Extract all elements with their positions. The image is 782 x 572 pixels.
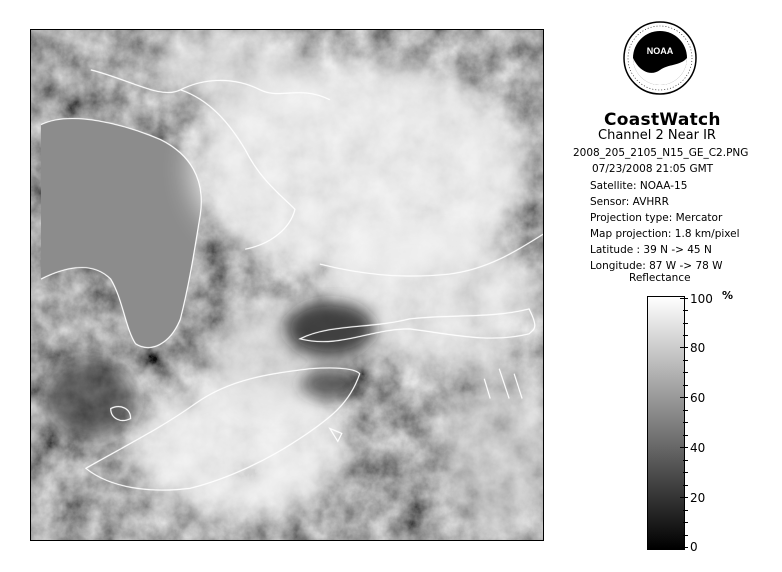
satellite-image-svg: [31, 30, 543, 540]
minor-tick: [683, 535, 688, 536]
colorbar-tick-label: 100: [690, 292, 713, 306]
minor-tick: [683, 372, 688, 373]
satellite-image: [30, 29, 544, 541]
colorbar-tick-label: 40: [690, 441, 706, 455]
minor-tick: [683, 410, 688, 411]
minor-tick: [683, 472, 688, 473]
major-tick: [680, 347, 688, 348]
latitude-range: Latitude : 39 N -> 45 N: [590, 244, 712, 256]
channel-subtitle: Channel 2 Near IR: [598, 128, 716, 143]
colorbar-tick-label: 0: [690, 540, 698, 554]
minor-tick: [683, 323, 688, 324]
date-time: 07/23/2008 21:05 GMT: [592, 163, 714, 175]
colorbar-label: Reflectance: [629, 272, 691, 284]
noaa-logo-svg: [620, 18, 700, 108]
minor-tick: [683, 422, 688, 423]
minor-tick: [683, 435, 688, 436]
major-tick: [680, 298, 688, 299]
major-tick: [680, 547, 688, 548]
reflectance-colorbar: [647, 296, 685, 550]
minor-tick: [683, 310, 688, 311]
colorbar-tick-label: 20: [690, 491, 706, 505]
minor-tick: [683, 460, 688, 461]
colorbar-tick-label: 60: [690, 391, 706, 405]
satellite-info: Satellite: NOAA-15: [590, 180, 688, 192]
sensor-info: Sensor: AVHRR: [590, 196, 669, 208]
noaa-logo: [620, 18, 700, 108]
colorbar-tick-label: 80: [690, 341, 706, 355]
minor-tick: [683, 335, 688, 336]
minor-tick: [683, 385, 688, 386]
major-tick: [680, 397, 688, 398]
page-title: CoastWatch: [604, 110, 721, 130]
major-tick: [680, 447, 688, 448]
minor-tick: [683, 360, 688, 361]
image-filename: 2008_205_2105_N15_GE_C2.PNG: [573, 147, 749, 159]
longitude-range: Longitude: 87 W -> 78 W: [590, 260, 723, 272]
major-tick: [680, 497, 688, 498]
colorbar-unit: %: [722, 289, 734, 302]
minor-tick: [683, 522, 688, 523]
noaa-logo-text: NOAA: [646, 46, 674, 56]
minor-tick: [683, 485, 688, 486]
minor-tick: [683, 510, 688, 511]
projection-type: Projection type: Mercator: [590, 212, 723, 224]
map-projection: Map projection: 1.8 km/pixel: [590, 228, 740, 240]
